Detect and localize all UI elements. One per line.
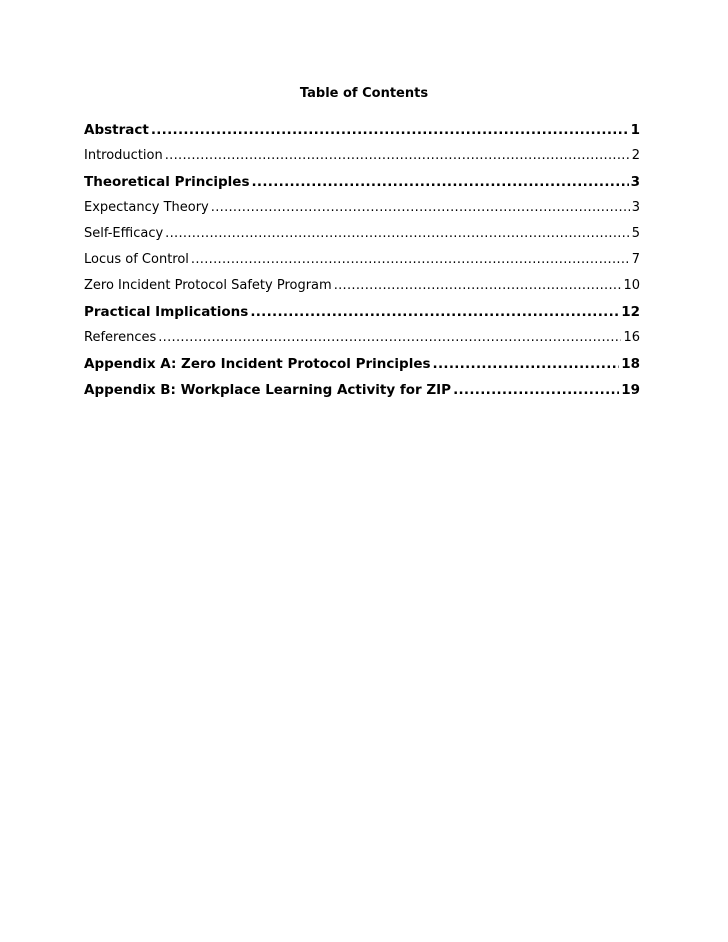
toc-page-number: 5 (631, 226, 640, 241)
toc-entry-label: Locus of Control (84, 252, 189, 267)
toc-entry-label: Practical Implications (84, 304, 249, 320)
toc-entry-label: Theoretical Principles (84, 174, 250, 190)
toc-entry-abstract (84, 117, 640, 143)
toc-entry-label: Self-Efficacy (84, 226, 164, 241)
dot-leader (158, 325, 621, 351)
dot-leader (151, 117, 629, 143)
toc-entry-label: Appendix A: Zero Incident Protocol Principles (84, 356, 431, 372)
toc-entry-expectancy-theory (84, 195, 640, 221)
toc-entry-label: Introduction (84, 148, 163, 163)
toc-page-number: 16 (623, 330, 640, 345)
toc-entry-locus-of-control (84, 247, 640, 273)
toc-page-number: 3 (631, 200, 640, 215)
toc-page-number: 2 (631, 148, 640, 163)
dot-leader (165, 143, 630, 169)
toc-entry-label: References (84, 330, 157, 345)
toc-entry-self-efficacy (84, 221, 640, 247)
dot-leader (453, 377, 619, 403)
dot-leader (252, 169, 629, 195)
toc-page-number: 12 (621, 304, 640, 320)
dot-leader (191, 247, 630, 273)
dot-leader (165, 221, 630, 247)
dot-leader (334, 273, 622, 299)
table-of-contents (84, 117, 640, 403)
toc-page-number: 7 (631, 252, 640, 267)
toc-page-number: 1 (630, 122, 640, 138)
toc-page-number: 19 (621, 382, 640, 398)
toc-entry-appendix-a (84, 351, 640, 377)
toc-entry-references (84, 325, 640, 351)
toc-page-number: 10 (623, 278, 640, 293)
page-title: Table of Contents (299, 86, 429, 101)
toc-page-number: 18 (621, 356, 640, 372)
toc-entry-label: Abstract (84, 122, 149, 138)
toc-entry-practical-implications (84, 299, 640, 325)
dot-leader (433, 351, 620, 377)
toc-entry-label: Appendix B: Workplace Learning Activity for ZIP (84, 382, 452, 398)
toc-entry-appendix-b (84, 377, 640, 403)
toc-entry-label: Expectancy Theory (84, 200, 209, 215)
toc-entry-zip-safety-program (84, 273, 640, 299)
toc-entry-theoretical-principles (84, 169, 640, 195)
dot-leader (211, 195, 630, 221)
dot-leader (250, 299, 619, 325)
toc-page-number: 3 (630, 174, 640, 190)
toc-entry-label: Zero Incident Protocol Safety Program (84, 278, 332, 293)
toc-entry-introduction (84, 143, 640, 169)
